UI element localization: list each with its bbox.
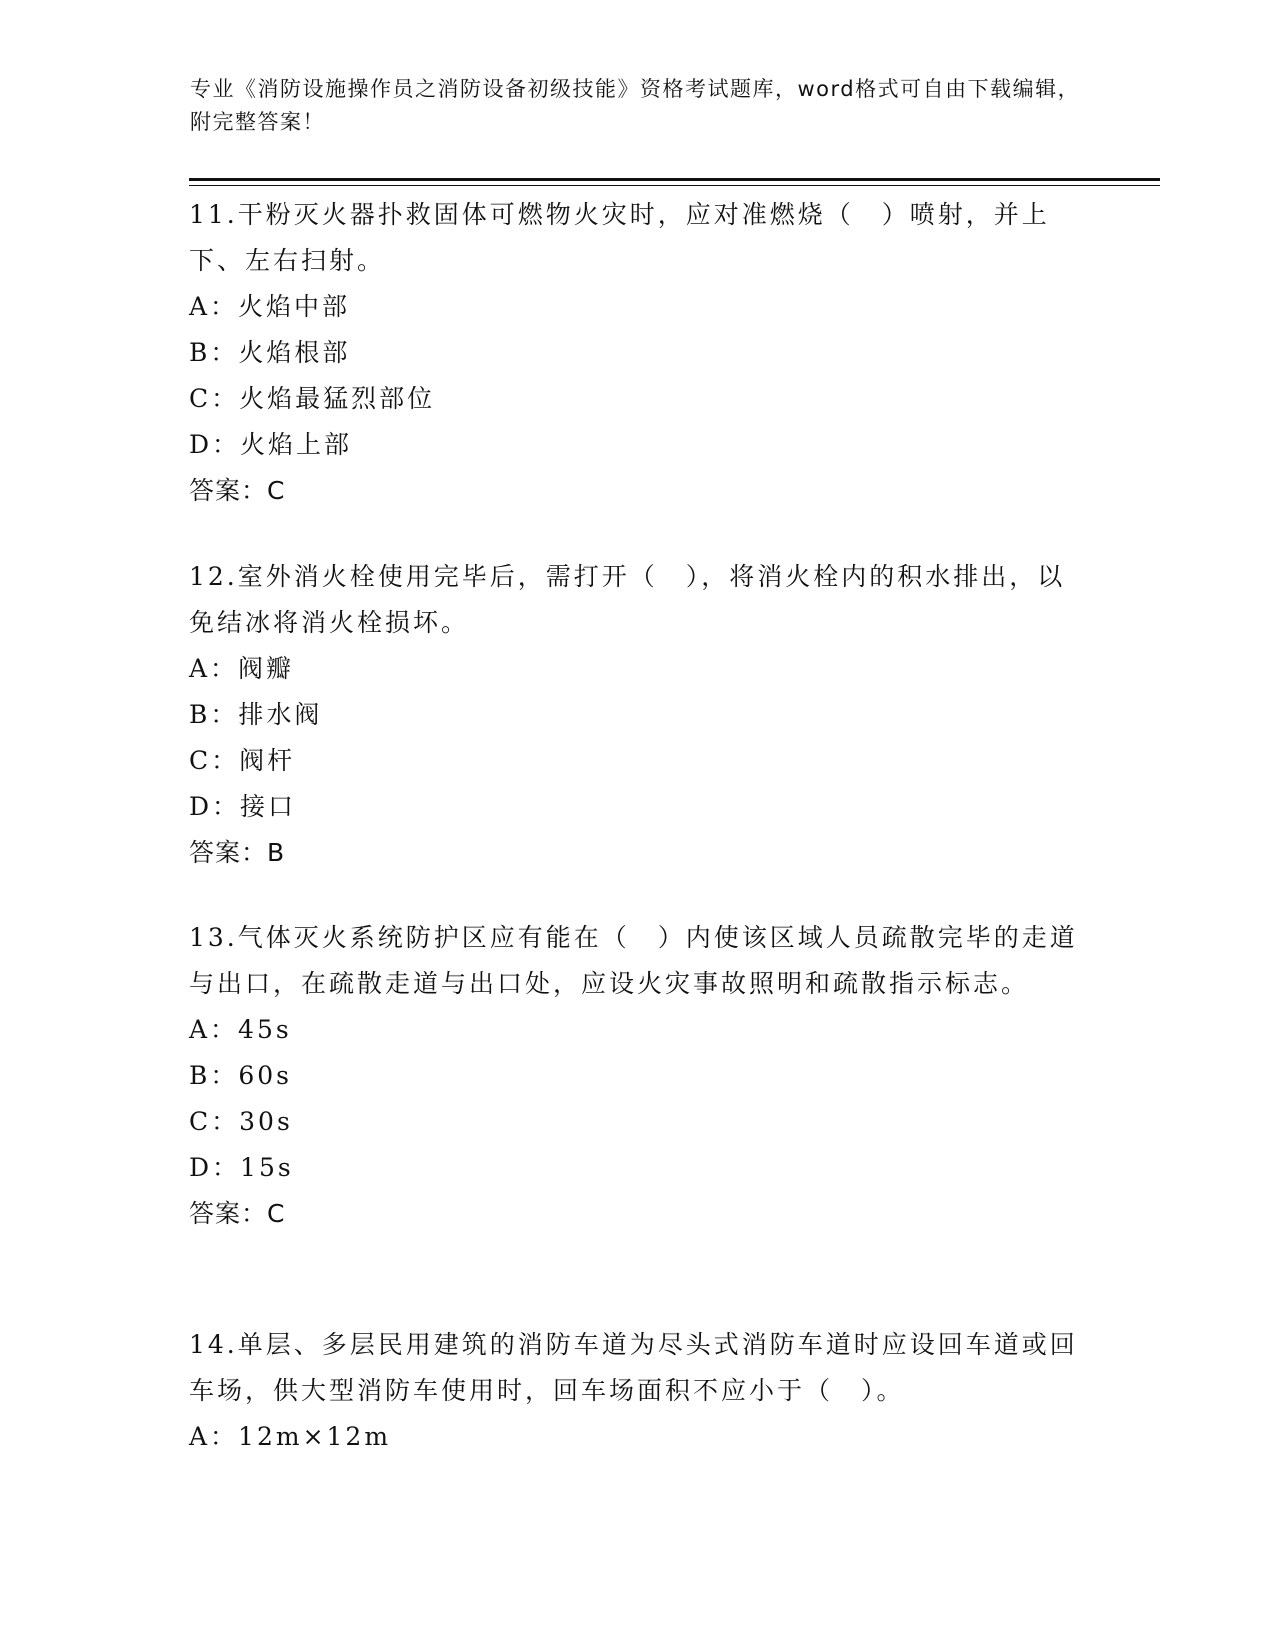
question-stem: 14.单层、多层民用建筑的消防车道为尽头式消防车道时应设回车道或回车场，供大型消防车使用时，回车场面积不应小于（ ）。 <box>189 1330 1078 1405</box>
option-c: C：阀杆 <box>189 746 296 775</box>
option-a: A：45s <box>189 1015 292 1044</box>
option-a: A：12m×12m <box>189 1422 392 1451</box>
header-divider-thick <box>189 178 1160 181</box>
option-c: C：火焰最猛烈部位 <box>189 384 436 413</box>
question-stem: 11.干粉灭火器扑救固体可燃物火灾时，应对准燃烧（ ）喷射，并上下、左右扫射。 <box>189 200 1050 275</box>
answer-line: 答案：B <box>189 838 286 867</box>
option-a: A：火焰中部 <box>189 292 351 321</box>
question-stem: 13.气体灭火系统防护区应有能在（ ）内使该区域人员疏散完毕的走道与出口，在疏散走道与出口处，应设火灾事故照明和疏散指示标志。 <box>189 923 1078 998</box>
answer-line: 答案：C <box>189 1199 286 1228</box>
option-d: D：15s <box>189 1153 294 1182</box>
question-11 <box>189 192 1089 514</box>
question-14 <box>189 1322 1089 1460</box>
question-12 <box>189 554 1089 876</box>
answer-line: 答案：C <box>189 476 286 505</box>
option-b: B：排水阀 <box>189 700 323 729</box>
option-b: B：60s <box>189 1061 293 1090</box>
option-d: D：火焰上部 <box>189 430 353 459</box>
option-d: D：接口 <box>189 792 297 821</box>
option-a: A：阀瓣 <box>189 654 295 683</box>
question-stem: 12.室外消火栓使用完毕后，需打开（ ），将消火栓内的积水排出，以免结冰将消火栓损坏。 <box>189 562 1066 637</box>
option-b: B：火焰根部 <box>189 338 351 367</box>
question-13 <box>189 915 1089 1237</box>
option-c: C：30s <box>189 1107 293 1136</box>
document-header: 专业《消防设施操作员之消防设备初级技能》资格考试题库，word格式可自由下载编辑，附完整答案！ <box>190 77 1081 134</box>
header-divider-thin <box>189 185 1160 186</box>
